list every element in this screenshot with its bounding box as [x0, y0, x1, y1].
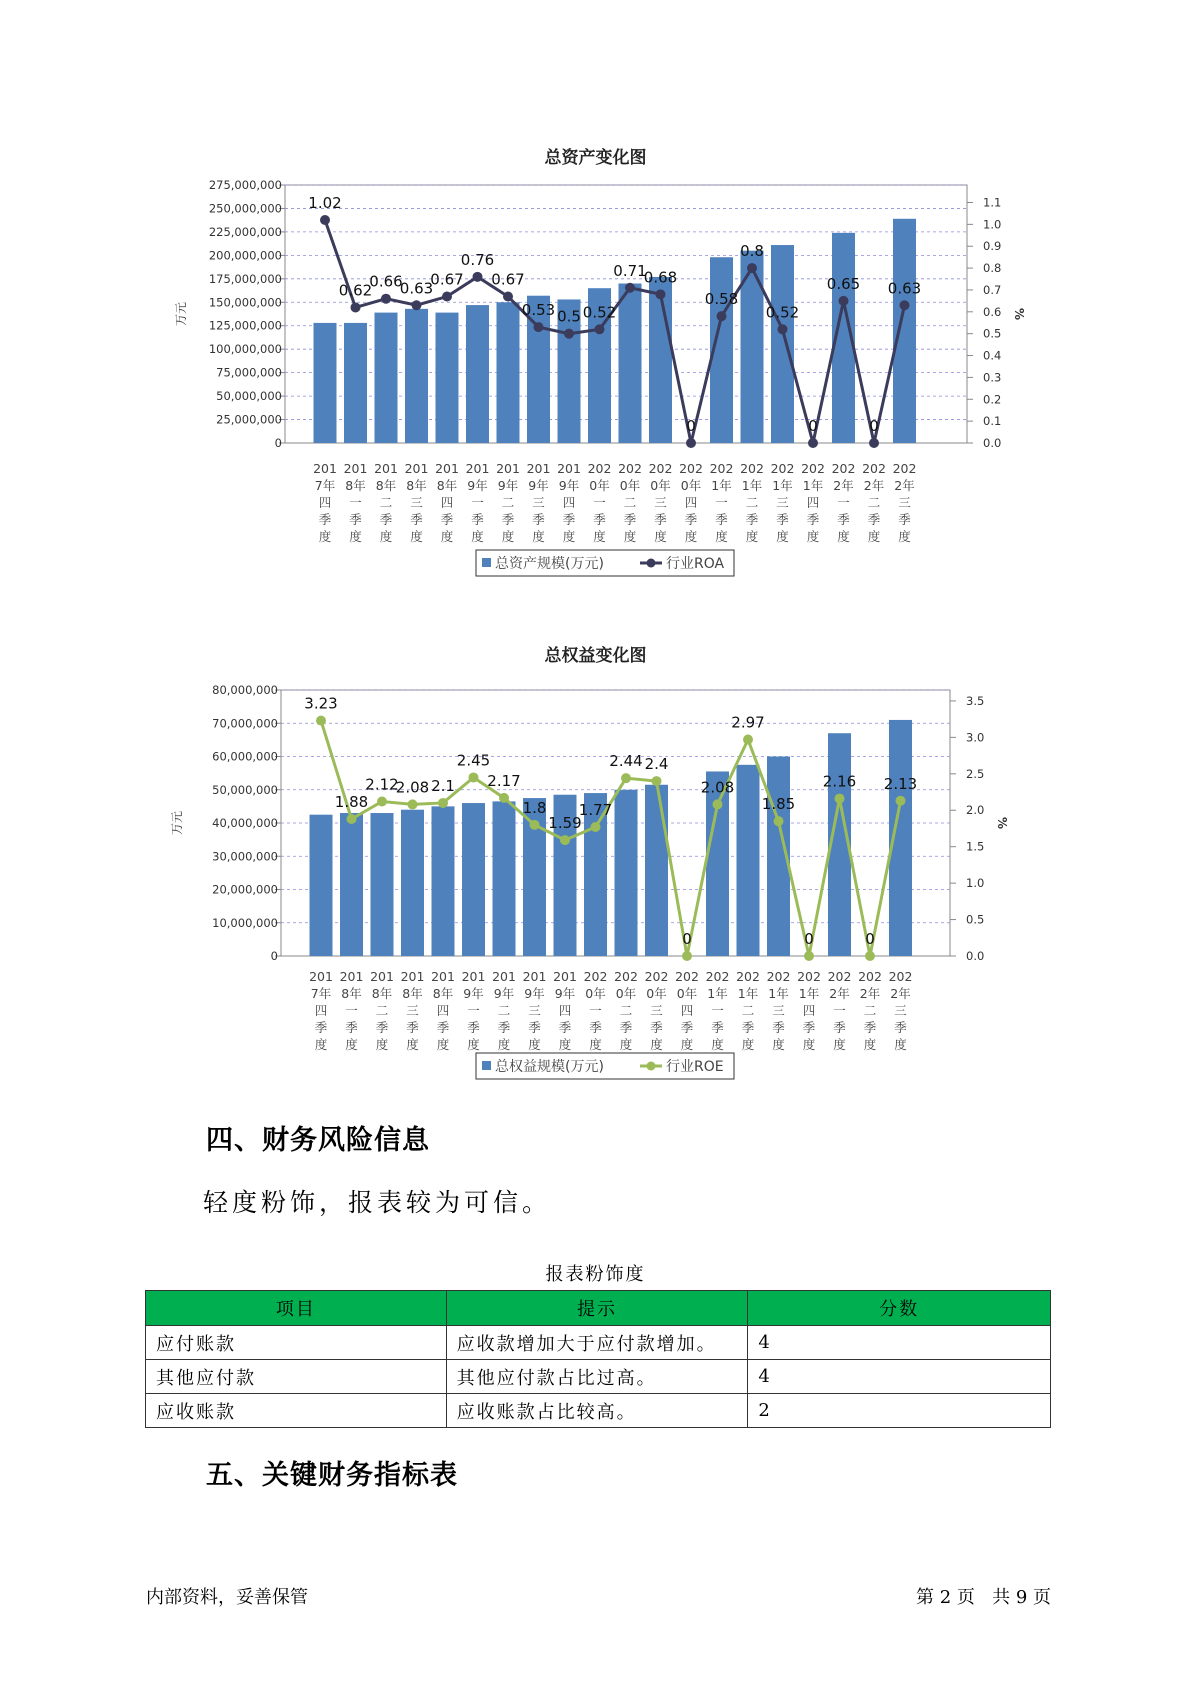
- y-tick-label: 250,000,000: [208, 201, 282, 216]
- x-tick-label: 202 2年一季度: [831, 461, 856, 544]
- cell-item: 应收账款: [146, 1394, 447, 1428]
- y-tick-label: 0: [270, 949, 278, 963]
- data-label: 0: [865, 930, 875, 948]
- x-tick-label: 202 2年二季度: [862, 461, 886, 544]
- line-point: [804, 951, 814, 961]
- x-tick-label: 201 8年二季度: [370, 969, 394, 1052]
- cell-item: 其他应付款: [146, 1360, 447, 1394]
- x-tick-label: 201 8年四季度: [435, 461, 459, 544]
- bar: [405, 309, 428, 443]
- x-tick-label: 202 1年三季度: [766, 969, 791, 1052]
- line-point: [473, 272, 483, 282]
- chart-title-total-equity: 总权益变化图: [544, 646, 647, 666]
- line-point: [442, 292, 452, 302]
- line-point: [412, 300, 422, 310]
- y-tick-label: 40,000,000: [212, 816, 278, 830]
- y-tick-label: 10,000,000: [212, 915, 278, 930]
- data-label: 0.63: [887, 279, 922, 298]
- bar: [619, 284, 642, 443]
- y2-tick-label: 0.5: [983, 326, 1002, 341]
- legend-swatch-bar: [482, 558, 491, 567]
- line-point: [534, 322, 544, 332]
- legend-label-line: 行业ROA: [666, 556, 725, 572]
- x-tick-label: 202 0年二季度: [618, 461, 642, 544]
- line-point: [560, 835, 570, 845]
- line-point: [686, 438, 696, 448]
- y2-axis-label: %: [995, 816, 1009, 830]
- x-tick-label: 202 1年一季度: [705, 969, 730, 1052]
- data-label: 2.08: [700, 778, 735, 797]
- x-tick-label: 202 1年三季度: [770, 461, 795, 544]
- data-label: 0.76: [460, 250, 495, 269]
- data-label: 3.23: [304, 694, 338, 713]
- y-tick-label: 150,000,000: [208, 295, 282, 310]
- y-tick-label: 75,000,000: [216, 365, 282, 380]
- legend: [476, 1053, 734, 1079]
- y2-tick-label: 3.0: [966, 730, 985, 745]
- y2-tick-label: 1.1: [983, 195, 1002, 210]
- x-tick-label: 202 0年三季度: [644, 969, 669, 1052]
- data-label: 1.85: [761, 795, 796, 814]
- y-tick-label: 20,000,000: [212, 882, 278, 897]
- line-point: [564, 329, 574, 339]
- line-point: [682, 951, 692, 961]
- bar: [375, 313, 398, 443]
- bar: [344, 323, 367, 443]
- line-point: [595, 324, 605, 334]
- data-label: 0.67: [491, 270, 525, 289]
- data-label: 0.52: [582, 303, 617, 322]
- x-tick-label: 201 7年四季度: [309, 969, 333, 1052]
- data-label: 2.13: [883, 774, 918, 793]
- y2-tick-label: 0.4: [983, 348, 1002, 363]
- y-tick-label: 80,000,000: [212, 683, 278, 697]
- table-row: [146, 1360, 1051, 1394]
- line-point: [713, 799, 723, 809]
- data-label: 0.67: [430, 270, 464, 289]
- data-label: 0: [869, 417, 879, 435]
- data-label: 0: [682, 930, 692, 948]
- header-score: 分数: [748, 1291, 1051, 1326]
- y2-tick-label: 0.3: [983, 370, 1002, 385]
- legend-label-bar: 总权益规模(万元): [495, 1059, 604, 1075]
- data-label: 0: [804, 930, 814, 948]
- y2-tick-label: 2.5: [966, 766, 985, 781]
- chart-total-assets: [0, 160, 1191, 590]
- data-label: 2.1: [431, 776, 455, 795]
- line-point: [351, 302, 361, 312]
- bar: [893, 219, 916, 443]
- risk-summary-text: 轻度粉饰，报表较为可信。: [203, 1188, 552, 1217]
- cell-hint: 应收账款占比较高。: [446, 1394, 748, 1428]
- legend-label-bar: 总资产规模(万元): [495, 556, 604, 572]
- y2-tick-label: 1.5: [966, 839, 985, 854]
- y-tick-label: 0: [274, 436, 282, 450]
- y-tick-label: 100,000,000: [208, 342, 282, 357]
- line-point: [778, 324, 788, 334]
- data-label: 1.59: [548, 814, 582, 833]
- line-point: [900, 300, 910, 310]
- data-label: 1.88: [334, 792, 369, 811]
- x-tick-label: 202 1年一季度: [709, 461, 734, 544]
- y2-tick-label: 0.6: [983, 304, 1002, 319]
- cell-score: 4: [748, 1326, 1051, 1360]
- line-point: [591, 822, 601, 832]
- line-point: [652, 776, 662, 786]
- bar: [340, 813, 363, 956]
- line-point: [625, 283, 635, 293]
- line-point: [499, 793, 509, 803]
- y-axis-label: 万元: [174, 301, 188, 327]
- bar: [314, 323, 337, 443]
- data-label: 2.12: [365, 775, 399, 794]
- data-label: 0.68: [643, 268, 678, 287]
- y-tick-label: 175,000,000: [208, 271, 282, 286]
- data-label: 2.16: [822, 772, 857, 791]
- line-point: [717, 311, 727, 321]
- x-tick-label: 201 9年一季度: [461, 969, 486, 1052]
- bar: [432, 806, 455, 956]
- data-label: 0.53: [521, 301, 556, 320]
- x-tick-label: 202 1年二季度: [740, 461, 764, 544]
- footer-page-number: 第 2 页 共 9 页: [916, 1587, 1051, 1608]
- x-tick-label: 201 9年四季度: [557, 461, 581, 544]
- bar: [497, 302, 520, 443]
- y2-tick-label: 0.0: [983, 436, 1002, 450]
- y-tick-label: 225,000,000: [208, 224, 282, 239]
- cell-score: 4: [748, 1360, 1051, 1394]
- y2-tick-label: 0.7: [983, 282, 1002, 297]
- y2-tick-label: 3.5: [966, 693, 985, 708]
- x-tick-label: 202 0年四季度: [675, 969, 699, 1052]
- line-point: [743, 735, 753, 745]
- bar: [310, 815, 333, 956]
- bar: [737, 765, 760, 956]
- y-tick-label: 50,000,000: [212, 782, 278, 797]
- data-label: 0.71: [613, 261, 647, 280]
- x-tick-label: 202 0年一季度: [587, 461, 612, 544]
- x-tick-label: 201 8年一季度: [343, 461, 368, 544]
- y2-tick-label: 1.0: [983, 217, 1002, 232]
- data-label: 1.77: [578, 801, 613, 820]
- y2-tick-label: 0.5: [966, 912, 985, 927]
- legend: [476, 550, 734, 576]
- x-tick-label: 201 7年四季度: [313, 461, 337, 544]
- cell-hint: 应收款增加大于应付款增加。: [446, 1326, 748, 1360]
- chart-title-total-assets: 总资产变化图: [544, 148, 647, 168]
- data-label: 0: [808, 417, 818, 435]
- x-tick-label: 201 9年一季度: [465, 461, 490, 544]
- data-label: 1.8: [522, 798, 547, 817]
- line-point: [774, 816, 784, 826]
- data-label: 2.97: [731, 713, 765, 732]
- line-point: [621, 773, 631, 783]
- line-point: [835, 794, 845, 804]
- x-tick-label: 202 0年四季度: [679, 461, 703, 544]
- y-tick-label: 275,000,000: [208, 178, 282, 192]
- x-tick-label: 201 9年二季度: [496, 461, 520, 544]
- x-tick-label: 202 2年三季度: [892, 461, 917, 544]
- legend-swatch-bar: [482, 1061, 491, 1070]
- x-tick-label: 201 9年三季度: [522, 969, 547, 1052]
- x-tick-label: 202 0年一季度: [583, 969, 608, 1052]
- y2-tick-label: 0.0: [966, 949, 985, 963]
- bar: [615, 790, 638, 956]
- data-label: 2.45: [456, 751, 491, 770]
- line-point: [869, 438, 879, 448]
- data-label: 0.58: [704, 290, 739, 309]
- header-item: 项目: [146, 1291, 447, 1326]
- y2-tick-label: 0.9: [983, 239, 1002, 254]
- line-point: [438, 798, 448, 808]
- x-tick-label: 201 8年三季度: [404, 461, 429, 544]
- bar: [462, 803, 485, 956]
- data-label: 2.17: [487, 771, 521, 790]
- x-tick-label: 201 9年四季度: [553, 969, 577, 1052]
- y-tick-label: 30,000,000: [212, 849, 278, 864]
- x-tick-label: 202 2年三季度: [888, 969, 913, 1052]
- data-label: 0.65: [826, 274, 861, 293]
- x-tick-label: 201 8年三季度: [400, 969, 425, 1052]
- line-point: [808, 438, 818, 448]
- bar: [706, 771, 729, 956]
- data-label: 2.08: [395, 778, 430, 797]
- chart-total-equity: [0, 658, 1191, 1088]
- bar: [771, 245, 794, 443]
- x-tick-label: 202 0年二季度: [614, 969, 638, 1052]
- legend-label-line: 行业ROE: [666, 1059, 724, 1075]
- x-tick-label: 202 1年二季度: [736, 969, 760, 1052]
- line-point: [656, 289, 666, 299]
- cell-item: 应付账款: [146, 1326, 447, 1360]
- bar: [436, 313, 459, 443]
- table-header-row: [146, 1291, 1051, 1326]
- data-label: 0.62: [338, 281, 373, 300]
- data-label: 2.44: [609, 752, 643, 771]
- x-tick-label: 202 1年四季度: [797, 969, 821, 1052]
- data-label: 0.8: [740, 242, 764, 261]
- line-point: [865, 951, 875, 961]
- bar: [401, 810, 424, 956]
- x-tick-label: 201 9年二季度: [492, 969, 516, 1052]
- bar: [466, 305, 489, 443]
- x-tick-label: 201 8年四季度: [431, 969, 455, 1052]
- x-tick-label: 202 2年一季度: [827, 969, 852, 1052]
- y-axis-label: 万元: [170, 810, 184, 836]
- table-caption: 报表粉饰度: [545, 1264, 646, 1285]
- y-tick-label: 60,000,000: [212, 749, 278, 764]
- x-tick-label: 201 8年二季度: [374, 461, 398, 544]
- line-point: [530, 820, 540, 830]
- line-point: [320, 215, 330, 225]
- y-tick-label: 200,000,000: [208, 248, 282, 263]
- bar: [493, 801, 516, 956]
- y2-tick-label: 2.0: [966, 803, 985, 818]
- table-row: [146, 1326, 1051, 1360]
- line-point: [408, 799, 418, 809]
- footer-confidential: 内部资料，妥善保管: [146, 1587, 308, 1608]
- line-point: [747, 263, 757, 273]
- y2-tick-label: 0.2: [983, 392, 1002, 407]
- line-point: [503, 292, 513, 302]
- y2-tick-label: 1.0: [966, 876, 985, 891]
- x-tick-label: 201 9年三季度: [526, 461, 551, 544]
- section-heading-key-indicators: 五、关键财务指标表: [206, 1460, 458, 1491]
- y2-tick-label: 0.1: [983, 414, 1002, 429]
- line-point: [316, 716, 326, 726]
- data-label: 0.63: [399, 279, 434, 298]
- cell-hint: 其他应付款占比过高。: [446, 1360, 748, 1394]
- y-tick-label: 25,000,000: [216, 412, 282, 427]
- section-heading-financial-risk: 四、财务风险信息: [206, 1125, 430, 1156]
- data-label: 0.66: [369, 272, 403, 291]
- data-label: 1.02: [308, 193, 342, 212]
- y-tick-label: 70,000,000: [212, 716, 278, 731]
- bar: [371, 813, 394, 956]
- y2-axis-label: %: [1012, 307, 1026, 321]
- data-label: 0: [686, 417, 696, 435]
- x-tick-label: 202 1年四季度: [801, 461, 825, 544]
- line-point: [347, 814, 357, 824]
- y-tick-label: 50,000,000: [216, 389, 282, 404]
- whitewash-table: [145, 1290, 1051, 1428]
- y2-tick-label: 0.8: [983, 261, 1002, 276]
- bar: [649, 277, 672, 443]
- bar: [645, 785, 668, 956]
- y-tick-label: 125,000,000: [208, 318, 282, 333]
- header-hint: 提示: [446, 1291, 748, 1326]
- x-tick-label: 202 0年三季度: [648, 461, 673, 544]
- data-label: 0.52: [765, 303, 800, 322]
- cell-score: 2: [748, 1394, 1051, 1428]
- table-row: [146, 1394, 1051, 1428]
- line-point: [377, 797, 387, 807]
- line-point: [381, 294, 391, 304]
- x-tick-label: 201 8年一季度: [339, 969, 364, 1052]
- x-tick-label: 202 2年二季度: [858, 969, 882, 1052]
- line-point: [469, 772, 479, 782]
- data-label: 0.5: [557, 307, 581, 326]
- line-point: [896, 796, 906, 806]
- line-point: [839, 296, 849, 306]
- data-label: 2.4: [644, 755, 669, 774]
